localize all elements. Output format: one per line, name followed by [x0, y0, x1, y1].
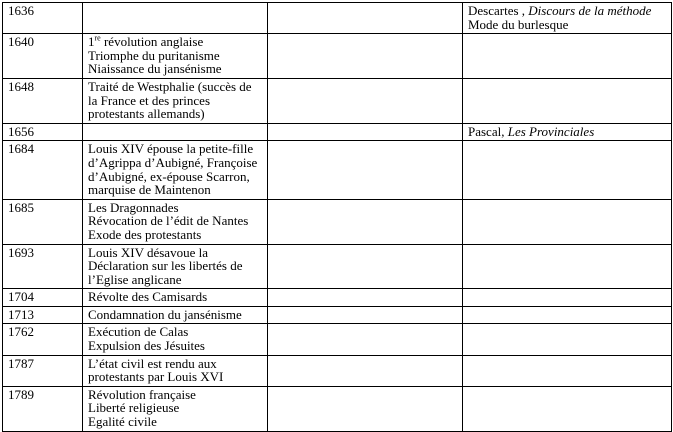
table-row — [3, 141, 672, 199]
text-segment: Révocation de l’édit de Nantes — [88, 213, 249, 229]
text-segment: Révolution française — [88, 386, 196, 402]
table-row — [3, 355, 672, 386]
notes-cell — [268, 141, 463, 199]
text-segment: Exode des protestants — [88, 226, 202, 242]
culture-cell — [463, 244, 672, 289]
notes-cell — [268, 306, 463, 324]
culture-cell — [463, 324, 672, 355]
year-cell: 1685 — [3, 199, 83, 244]
text-line — [88, 415, 264, 429]
table-row — [3, 3, 672, 34]
text-segment: re — [94, 33, 101, 43]
text-segment: Egalité civile — [88, 414, 157, 430]
events-cell — [83, 289, 268, 307]
text-segment: Expulsion des Jésuites — [88, 338, 205, 354]
table-row — [3, 306, 672, 324]
text-line — [88, 35, 264, 49]
table-row — [3, 78, 672, 123]
text-segment: Pascal, — [468, 123, 508, 139]
table-row — [3, 324, 672, 355]
culture-cell — [463, 289, 672, 307]
text-segment: Discours de la méthode — [528, 3, 652, 18]
culture-cell — [463, 78, 672, 123]
timeline-table — [2, 2, 672, 432]
text-line — [468, 18, 668, 32]
text-line — [468, 4, 668, 18]
text-line — [88, 325, 264, 339]
notes-cell — [268, 123, 463, 141]
notes-cell — [268, 289, 463, 307]
text-segment: Triomphe du puritanisme — [88, 47, 220, 63]
text-segment: Louis XIV désavoue la Déclaration sur les libertés de l’Eglise anglicane — [88, 244, 243, 287]
culture-cell — [463, 306, 672, 324]
culture-cell — [463, 386, 672, 431]
text-segment: Les Dragonnades — [88, 199, 179, 215]
text-segment: révolution anglaise — [100, 34, 204, 50]
notes-cell — [268, 386, 463, 431]
text-line — [88, 214, 264, 228]
text-line — [88, 401, 264, 415]
culture-cell — [463, 34, 672, 79]
year-cell: 1636 — [3, 3, 83, 34]
year-cell: 1787 — [3, 355, 83, 386]
text-segment: Descartes , — [468, 3, 529, 18]
text-line — [88, 201, 264, 215]
year-cell: 1693 — [3, 244, 83, 289]
year-cell: 1762 — [3, 324, 83, 355]
text-segment: Louis XIV épouse la petite-fille d’Agrippa d’Aubigné, Françoise d’Aubigné, ex-épouse Scarron, marquise de Maintenon — [88, 141, 258, 198]
events-cell — [83, 78, 268, 123]
text-segment: Condamnation du jansénisme — [88, 306, 242, 322]
year-cell: 1656 — [3, 123, 83, 141]
notes-cell — [268, 199, 463, 244]
events-cell — [83, 34, 268, 79]
text-line — [88, 80, 264, 121]
text-segment: Liberté religieuse — [88, 400, 180, 416]
notes-cell — [268, 324, 463, 355]
text-line — [468, 125, 668, 139]
text-segment: Traité de Westphalie (succès de la France et des princes protestants allemands) — [88, 78, 252, 122]
timeline-table-body — [3, 3, 672, 432]
table-row — [3, 289, 672, 307]
text-line — [88, 62, 264, 76]
text-segment: Révolte des Camisards — [88, 289, 208, 305]
notes-cell — [268, 355, 463, 386]
year-cell: 1640 — [3, 34, 83, 79]
culture-cell — [463, 355, 672, 386]
events-cell — [83, 141, 268, 199]
year-cell: 1713 — [3, 306, 83, 324]
table-row — [3, 123, 672, 141]
text-line — [88, 308, 264, 322]
year-cell: 1648 — [3, 78, 83, 123]
text-segment: 1 — [88, 34, 95, 50]
notes-cell — [268, 3, 463, 34]
notes-cell — [268, 244, 463, 289]
year-cell: 1789 — [3, 386, 83, 431]
culture-cell — [463, 199, 672, 244]
text-line — [88, 228, 264, 242]
events-cell — [83, 324, 268, 355]
text-segment: Les Provinciales — [507, 123, 595, 139]
events-cell — [83, 386, 268, 431]
events-cell — [83, 244, 268, 289]
year-cell: 1704 — [3, 289, 83, 307]
table-row — [3, 199, 672, 244]
events-cell — [83, 123, 268, 141]
notes-cell — [268, 34, 463, 79]
year-cell: 1684 — [3, 141, 83, 199]
text-segment: Niaissance du jansénisme — [88, 61, 222, 77]
text-line — [88, 49, 264, 63]
text-segment: Exécution de Calas — [88, 324, 189, 340]
text-segment: Mode du burlesque — [468, 16, 569, 32]
text-line — [88, 246, 264, 287]
events-cell — [83, 199, 268, 244]
table-row — [3, 34, 672, 79]
events-cell — [83, 3, 268, 34]
culture-cell — [463, 3, 672, 34]
table-row — [3, 244, 672, 289]
text-segment: L’état civil est rendu aux protestants par Louis XVI — [88, 355, 224, 385]
text-line — [88, 290, 264, 304]
events-cell — [83, 306, 268, 324]
text-line — [88, 339, 264, 353]
text-line — [88, 388, 264, 402]
notes-cell — [268, 78, 463, 123]
events-cell — [83, 355, 268, 386]
table-row — [3, 386, 672, 431]
culture-cell — [463, 141, 672, 199]
text-line — [88, 357, 264, 384]
text-line — [88, 142, 264, 196]
culture-cell — [463, 123, 672, 141]
